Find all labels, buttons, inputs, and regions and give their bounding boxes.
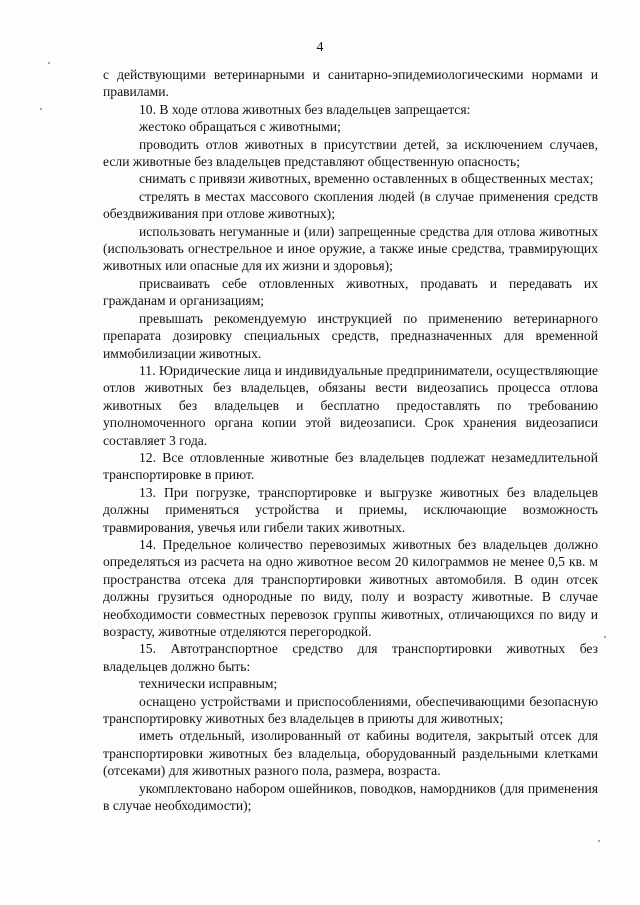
paragraph: 13. При погрузке, транспортировке и выгрузке животных без владельцев должны применяться устройства и приемы, исключающие возможность травмирования, увечья или гибели таких животных.: [103, 484, 598, 535]
paragraph: снимать с привязи животных, временно оставленных в общественных местах;: [139, 171, 594, 187]
paragraph: 15. Автотранспортное средство для транспортировки животных без владельцев должно быть:: [103, 641, 598, 674]
body-text: [103, 66, 598, 814]
paragraph: с действующими ветеринарными и санитарно-эпидемиологическими нормами и правилами.: [103, 67, 598, 100]
paragraph: превышать рекомендуемую инструкцией по применению ветеринарного препарата дозировку специальных средств, предназначенных для временной иммобилизации животных.: [103, 310, 598, 361]
paragraph: 10. В ходе отлова животных без владельцев запрещается:: [139, 101, 471, 117]
paragraph: укомплектовано набором ошейников, поводков, намордников (для применения в случае необходимости);: [103, 780, 598, 814]
scan-speck: [40, 108, 42, 110]
paragraph: 11. Юридические лица и индивидуальные предприниматели, осуществляющие отлов животных без владельцев, обязаны вести видеозапись процесса отлова животных без владельцев и бесплатно предоставлять по требованию уполномоченного органа копии этой видеозаписи. Срок хранения видеозаписи составляет 3 года.: [103, 362, 598, 448]
paragraph: проводить отлов животных в присутствии детей, за исключением случаев, если животные без владельцев представляют общественную опасность;: [103, 136, 598, 170]
paragraph: иметь отдельный, изолированный от кабины водителя, закрытый отсек для транспортировки животных без владельца, оборудованный раздельными клетками (отсеками) для животных разного пола, размера, возраста.: [103, 728, 598, 779]
scan-speck: [604, 636, 606, 638]
page-number: 4: [316, 40, 324, 55]
paragraph: 12. Все отловленные животные без владельцев подлежат незамедлительной транспортировке в приют.: [103, 449, 598, 483]
paragraph: 14. Предельное количество перевозимых животных без владельцев должно определяться из расчета на одно животное весом 20 килограммов не менее 0,5 кв. м пространства отсека для транспортировки животных автомобиля. В один отсек должны грузиться однородные по виду, полу и возрасту животные. В случае необходимости совместных перевозок группы животных, отличающихся по виду и возрасту, животные отделяются перегородкой.: [103, 536, 598, 639]
paragraph: стрелять в местах массового скопления людей (в случае применения средств обездвиживания при отлове животных);: [103, 188, 598, 222]
paragraph: использовать негуманные и (или) запрещенные средства для отлова животных (использовать огнестрельное и иное оружие, а также иные средства, травмирующих животных или опасные для их жизни и здоровья);: [103, 223, 598, 274]
paragraph: жестоко обращаться с животными;: [139, 119, 341, 135]
scan-speck: [598, 840, 600, 842]
paragraph: оснащено устройствами и приспособлениями, обеспечивающими безопасную транспортировку животных без владельцев в приюты для животных;: [103, 693, 598, 727]
scan-speck: [48, 62, 50, 64]
paragraph: присваивать себе отловленных животных, продавать и передавать их гражданам и организациям;: [103, 275, 598, 309]
paragraph: технически исправным;: [139, 676, 278, 692]
